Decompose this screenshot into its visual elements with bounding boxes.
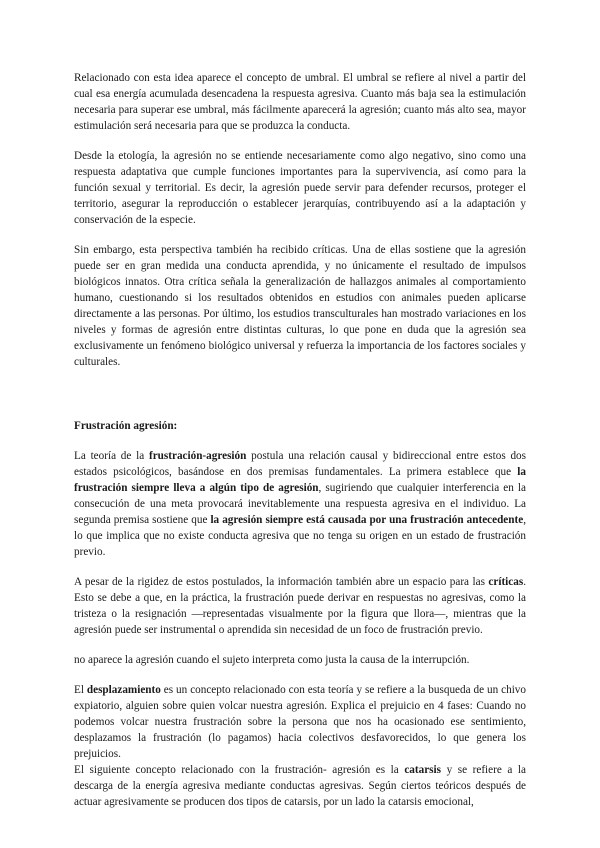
bold-premise-1: la frustración siempre lleva a algún tipo de agresión [74,466,526,494]
paragraph-interrupcion: no aparece la agresión cuando el sujeto interpreta como justa la causa de la interrupción. [74,654,470,666]
spacer [74,370,526,394]
bold-criticas: críticas [488,576,524,588]
paragraph-umbral: Relacionado con esta idea aparece el concepto de umbral. El umbral se refiere al nivel a partir del cual esa energía acumulada desencadena la respuesta agresiva. Cuanto más baja sea la estimulación necesaria para superar ese umbral, más fácilmente aparecerá la agresión; cuanto más alto sea, mayor estimulación será necesaria para que se produzca la conducta. [74,72,526,132]
paragraph-catarsis: El siguiente concepto relacionado con la frustración- agresión es la catarsis y se refiere a la descarga de la energía agresiva mediante conductas agresivas. Según ciertos teóricos después de actuar agresivamente se producen dos tipos de catarsis, por un lado la catarsis emocional, [74,764,526,808]
paragraph-desplazamiento: El desplazamiento es un concepto relacionado con esta teoría y se refiere a la busqueda de un chivo expiatorio, alguien sobre quien volcar nuestra agresión. Explica el prejuicio en 4 fases: Cuando no podemos volcar nuestra frustración sobre la persona que nos ha ocasionado ese sentimiento, desplazamos la frustración (lo pagamos) hacia colectivos desfavorecidos, lo que genera los prejuicios. [74,684,526,760]
bold-catarsis: catarsis [404,764,441,776]
bold-term: frustración-agresión [148,450,247,462]
bold-premise-2: la agresión siempre está causada por una frustración antecedente [210,514,524,526]
paragraph-criticas: A pesar de la rigidez de estos postulados, la información también abre un espacio para las críticas. Esto se debe a que, en la práctica, la frustración puede derivar en respuestas no agresivas, como la tristeza o la resignación —representadas visualmente por la figura que llora—, mientras que la agresión puede ser instrumental o aprendida sin necesidad de un foco de frustración previo. [74,576,526,636]
bold-desplazamiento: desplazamiento [86,684,161,696]
paragraph-etologia: Desde la etología, la agresión no se entiende necesariamente como algo negativo, sino como una respuesta adaptativa que cumple funciones importantes para la supervivencia, así como para la función sexual y territorial. Es decir, la agresión puede servir para defender recursos, proteger el territorio, asegurar la reproducción o establecer jerarquías, contribuyendo así a la adaptación y conservación de la especie. [74,150,526,226]
paragraph-criticas-etologia: Sin embargo, esta perspectiva también ha recibido críticas. Una de ellas sostiene que la agresión puede ser en gran medida una conducta aprendida, y no únicamente el resultado de impulsos biológicos innatos. Otra crítica señala la generalización de hallazgos animales al comportamiento humano, cuestionando si los resultados obtenidos en estudios con animales pueden aplicarse directamente a las personas. Por último, los estudios transculturales han mostrado variaciones en los niveles y formas de agresión entre distintas culturas, lo que pone en duda que la agresión sea exclusivamente un fenómeno biológico universal y refuerza la importancia de los factores sociales y culturales. [74,244,526,368]
paragraph-teoria-frustracion: La teoría de la frustración-agresión postula una relación causal y bidireccional entre estos dos estados psicológicos, basándose en dos premisas fundamentales. La primera establece que la frustración siempre lleva a algún tipo de agresión, sugiriendo que cualquier interferencia en la consecución de una meta provocará inevitablemente una respuesta agresiva en el individuo. La segunda premisa sostiene que la agresión siempre está causada por una frustración antecedente, lo que implica que no existe conducta agresiva que no tenga su origen en un estado de frustración previo. [74,450,527,558]
section-heading: Frustración agresión: [74,420,178,432]
